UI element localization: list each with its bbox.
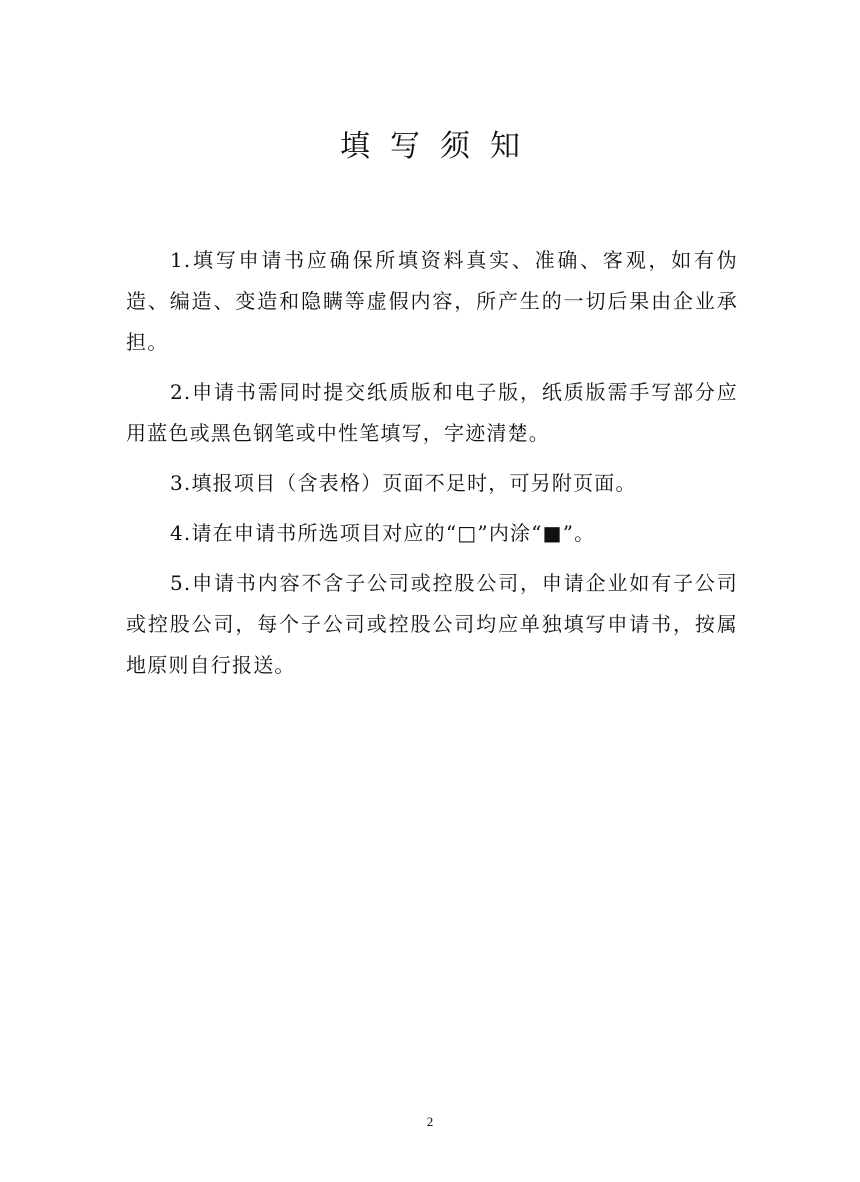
instruction-item-2: 2.申请书需同时提交纸质版和电子版，纸质版需手写部分应用蓝色或黑色钢笔或中性笔填写，字迹清楚。 xyxy=(126,380,738,445)
page-number: 2 xyxy=(426,1114,434,1129)
page-title: 填写须知 xyxy=(340,129,540,164)
instruction-item-3: 3.填报项目（含表格）页面不足时，可另附页面。 xyxy=(170,471,637,495)
instruction-item-4: 4.请在申请书所选项目对应的“□”内涂“■”。 xyxy=(170,521,596,545)
instruction-item-5: 5.申请书内容不含子公司或控股公司，申请企业如有子公司或控股公司，每个子公司或控股公司均应单独填写申请书，按属地原则自行报送。 xyxy=(126,571,738,677)
instructions-body xyxy=(126,240,738,695)
instruction-item-1: 1.填写申请书应确保所填资料真实、准确、客观，如有伪造、编造、变造和隐瞒等虚假内容，所产生的一切后果由企业承担。 xyxy=(126,248,738,354)
